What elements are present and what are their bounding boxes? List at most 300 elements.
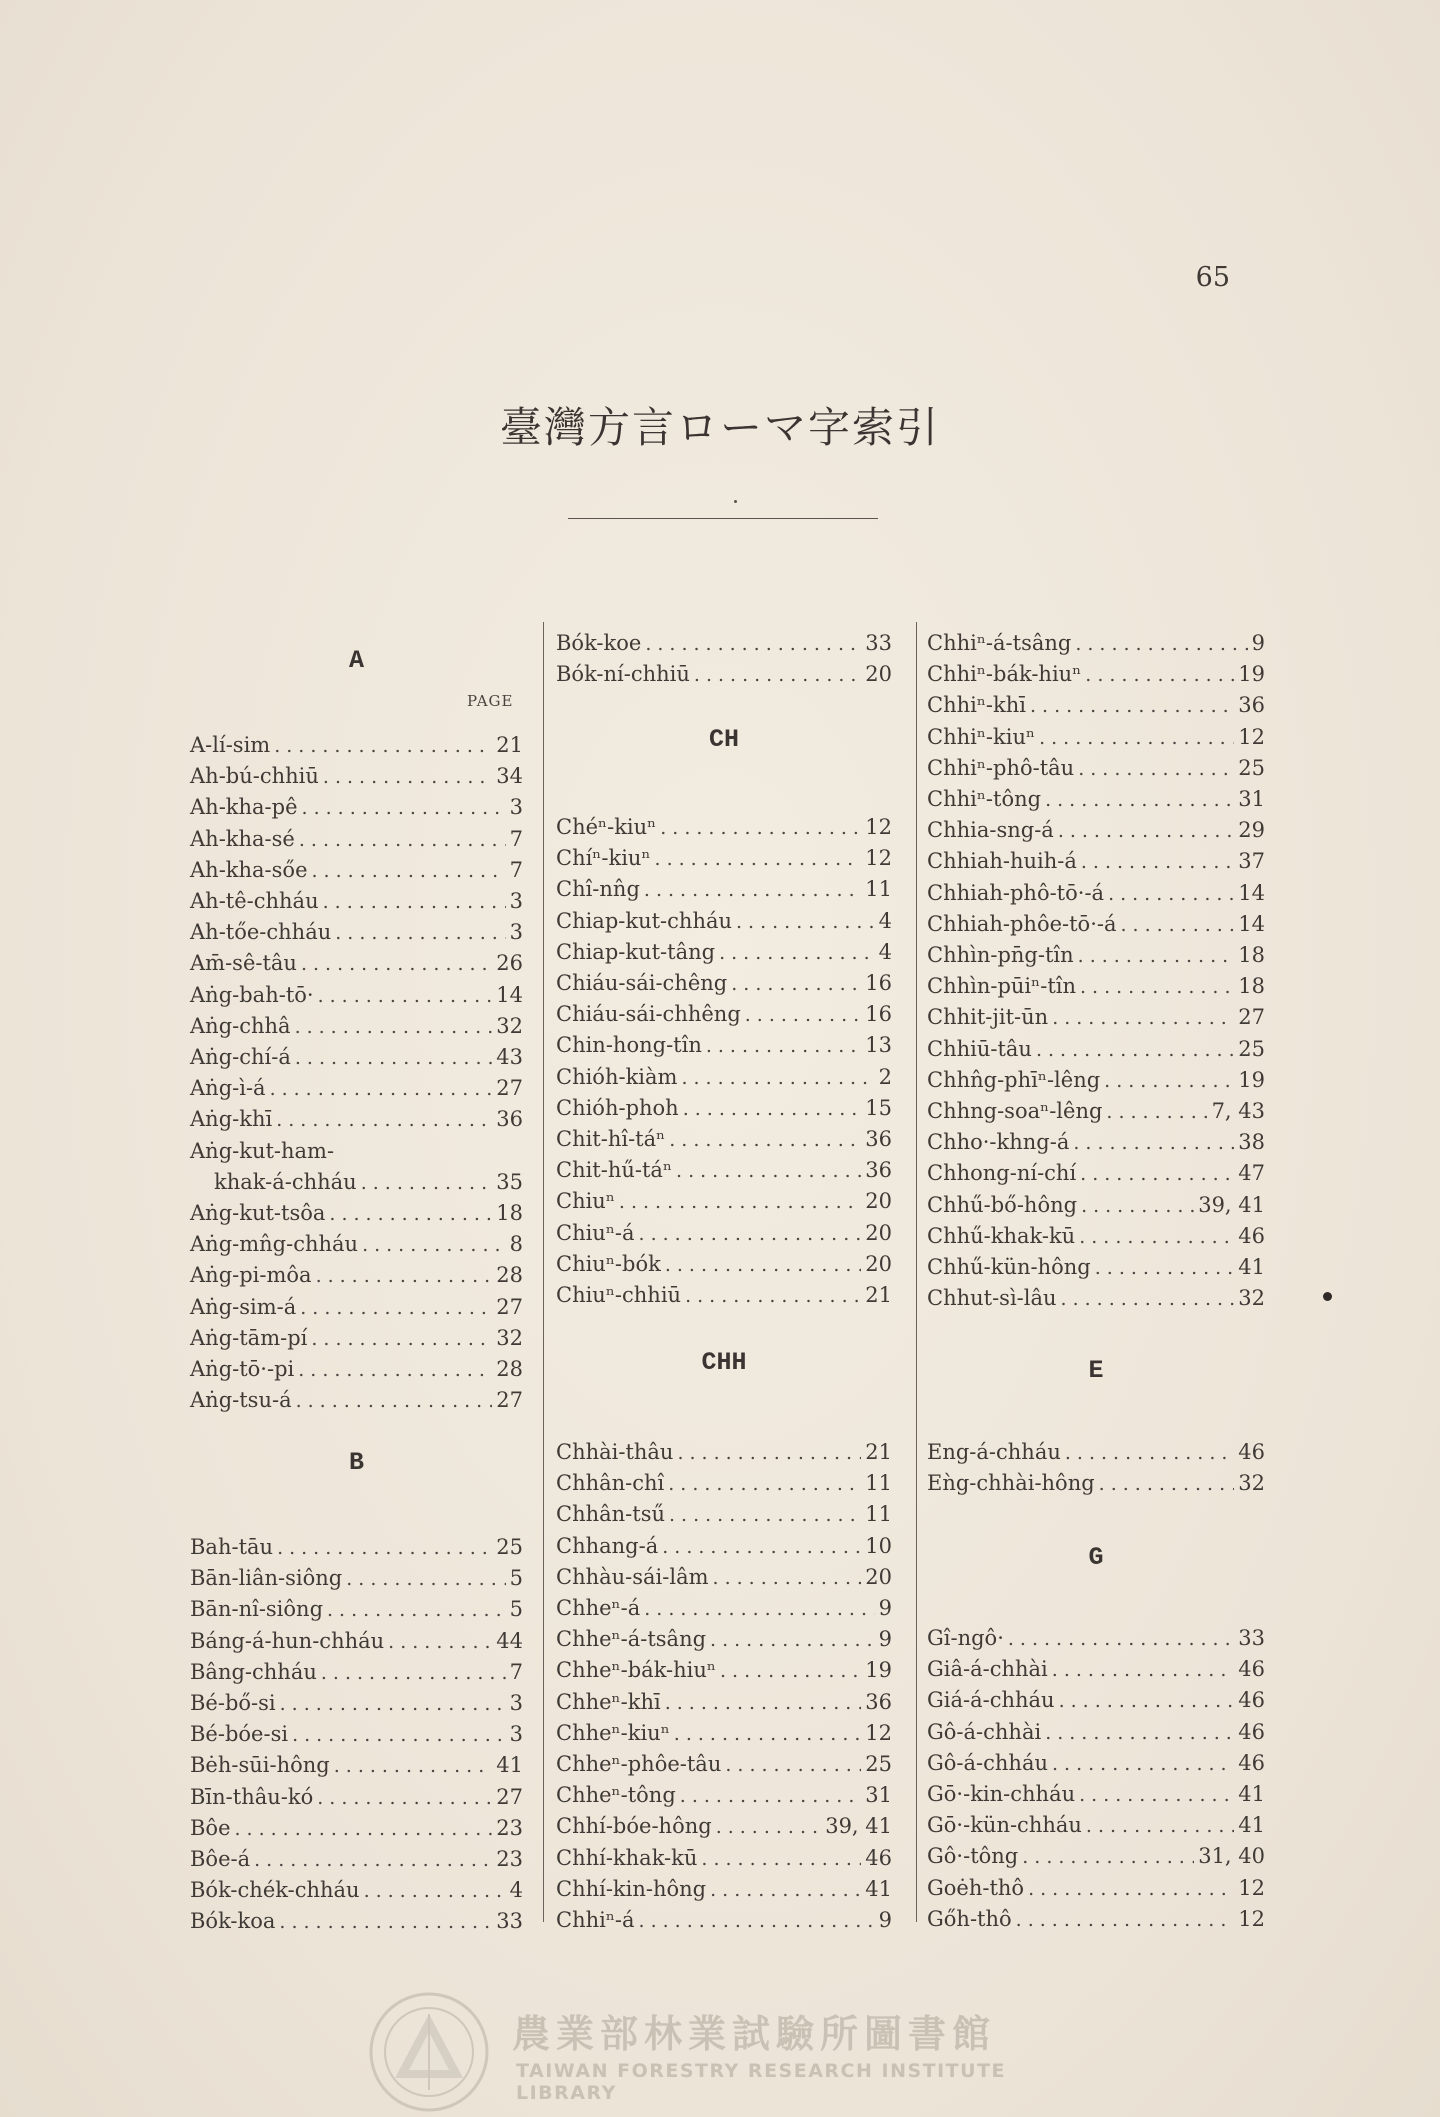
index-term: Aṅg-ì-á: [190, 1076, 266, 1101]
dot-leader: [720, 1660, 861, 1682]
index-term: Chhia-sng-á: [927, 818, 1054, 843]
index-entry: [190, 733, 523, 757]
index-term: Gô-á-chháu: [927, 1750, 1048, 1775]
index-term: Aṅg-tsu-á: [190, 1388, 292, 1413]
index-entry: [190, 1753, 523, 1777]
index-entry: [556, 1565, 892, 1589]
index-page-number: 25: [496, 1535, 523, 1559]
index-entry: [927, 662, 1265, 686]
index-page-number: 33: [1238, 1626, 1265, 1650]
dot-leader: [1081, 1195, 1194, 1217]
index-entry: [556, 1283, 892, 1307]
column-divider-right: [916, 622, 917, 1922]
dot-leader: [1061, 1288, 1235, 1310]
index-term: Chheⁿ-á-tsâng: [556, 1627, 707, 1652]
index-entry: [927, 787, 1265, 811]
index-term: Chhiⁿ-kiuⁿ: [927, 724, 1036, 749]
index-entry: [927, 1099, 1265, 1123]
index-term: khak-á-chháu: [214, 1169, 357, 1194]
index-page-number: 33: [865, 631, 892, 655]
index-entry: [556, 877, 892, 901]
dot-leader: [1045, 789, 1234, 811]
index-page-number: 31: [1238, 787, 1265, 811]
index-term: Gî-ngô·: [927, 1626, 1004, 1650]
dot-leader: [296, 1390, 493, 1412]
dot-leader: [1080, 976, 1234, 998]
index-page-number: 31: [865, 1783, 892, 1808]
index-term: Chho·-khng-á: [927, 1130, 1070, 1155]
section-letter-b: B: [348, 1448, 364, 1477]
dot-leader: [668, 1473, 861, 1495]
dot-leader: [716, 1816, 822, 1838]
title-dot: [734, 500, 737, 503]
index-entry: [556, 1814, 892, 1838]
index-entry: [927, 725, 1265, 749]
dot-leader: [346, 1568, 505, 1590]
section-letter-g: G: [1088, 1543, 1104, 1572]
index-entry: [556, 1252, 892, 1276]
index-page-number: 25: [1238, 755, 1265, 780]
index-entry: [927, 849, 1265, 873]
dot-leader: [254, 1849, 492, 1871]
index-term: Chheⁿ-tông: [556, 1783, 676, 1808]
dot-leader: [736, 911, 875, 933]
dot-leader: [665, 1692, 862, 1714]
index-page-number: 28: [496, 1357, 523, 1381]
index-entry: [556, 1627, 892, 1651]
dot-leader: [676, 1160, 861, 1182]
index-page-number: 5: [509, 1566, 523, 1591]
index-term: Chhiū-tâu: [927, 1036, 1032, 1061]
dot-leader: [1016, 1909, 1235, 1931]
index-entry: [190, 1076, 523, 1100]
index-entry: [190, 795, 523, 819]
index-page-number: 36: [865, 1158, 892, 1183]
index-entry: [927, 881, 1265, 905]
index-term: Chit-hî-táⁿ: [556, 1127, 666, 1151]
index-term: Bah-tāu: [190, 1535, 274, 1559]
index-page-number: 12: [865, 815, 892, 839]
dot-leader: [316, 1265, 493, 1287]
dot-leader: [619, 1191, 861, 1213]
index-term: Chhiⁿ-tông: [927, 787, 1042, 811]
index-page-number: 27: [496, 1784, 523, 1809]
index-page-number: 19: [1238, 662, 1265, 687]
dot-leader: [1008, 1628, 1234, 1650]
dot-leader: [362, 1234, 506, 1256]
index-page-number: 33: [496, 1909, 523, 1934]
dot-leader: [1036, 1039, 1234, 1061]
dot-leader: [335, 922, 505, 944]
dot-leader: [276, 1109, 492, 1131]
index-page-number: 23: [496, 1847, 523, 1871]
index-page-number: 36: [865, 1689, 892, 1714]
dot-leader: [1078, 945, 1235, 967]
index-page-number: 2: [878, 1064, 892, 1089]
index-term: Chin-hong-tîn: [556, 1033, 702, 1058]
index-page-number: 38: [1238, 1130, 1265, 1155]
dot-leader: [321, 1662, 506, 1684]
index-term: Bān-liân-siông: [190, 1566, 343, 1591]
index-term: Gô-á-chhài: [927, 1719, 1042, 1744]
index-page-number: 16: [865, 971, 892, 995]
index-page-number: 12: [865, 1720, 892, 1745]
dot-leader: [1059, 1690, 1235, 1712]
index-page-number: 3: [509, 920, 523, 945]
index-page-number: 3: [509, 889, 523, 913]
dot-leader: [639, 1223, 862, 1245]
dot-leader: [323, 891, 506, 913]
index-page-number: 9: [1251, 631, 1265, 655]
section-letter-chh: CHH: [701, 1348, 747, 1377]
index-entry: [190, 1847, 523, 1871]
index-entry: [556, 1002, 892, 1026]
dot-leader: [279, 1911, 492, 1933]
index-entry: [927, 818, 1265, 842]
index-entry: [190, 951, 523, 975]
index-entry: [556, 1877, 892, 1901]
index-page-number: 31, 40: [1198, 1844, 1265, 1869]
index-page-number: 46: [1238, 1750, 1265, 1775]
index-term: Chheⁿ-phôe-tâu: [556, 1752, 722, 1776]
index-page-number: 4: [878, 939, 892, 964]
index-page-number: 14: [1238, 911, 1265, 936]
index-term: A-lí-sim: [190, 733, 271, 757]
dot-leader: [731, 973, 861, 995]
index-entry: [556, 1158, 892, 1182]
index-term: Bé-bóe-si: [190, 1722, 289, 1747]
index-entry: [190, 1357, 523, 1381]
dot-leader: [1099, 1473, 1235, 1495]
index-entry: [556, 971, 892, 995]
index-entry: [556, 909, 892, 933]
index-term: Chiuⁿ: [556, 1189, 615, 1214]
index-term: Chheⁿ-kiuⁿ: [556, 1720, 670, 1745]
dot-leader: [235, 1818, 493, 1840]
dot-leader: [323, 766, 492, 788]
index-page-number: 44: [496, 1628, 523, 1653]
dot-leader: [327, 1599, 506, 1621]
index-entry: [556, 631, 892, 655]
index-entry: [927, 631, 1265, 655]
index-page-number: 3: [509, 795, 523, 820]
index-entry: [190, 1785, 523, 1809]
dot-leader: [300, 1297, 492, 1319]
index-entry: [190, 1295, 523, 1319]
index-term: Chhit-jit-ūn: [927, 1005, 1049, 1030]
dot-leader: [701, 1848, 861, 1870]
index-page-number: 32: [496, 1013, 523, 1038]
dot-leader: [298, 1359, 492, 1381]
index-page-number: 41: [865, 1876, 892, 1901]
dot-leader: [280, 1693, 506, 1715]
index-page-number: 27: [496, 1388, 523, 1413]
dot-leader: [710, 1629, 875, 1651]
index-term: Chhài-thâu: [556, 1440, 674, 1464]
index-entry: [190, 1388, 523, 1412]
index-term: Aṅg-tō·-pi: [190, 1357, 295, 1381]
index-term: Chheⁿ-khī: [556, 1689, 661, 1714]
index-term: Bān-nî-siông: [190, 1597, 324, 1622]
index-page-number: 9: [878, 1596, 892, 1620]
dot-leader: [1045, 1722, 1234, 1744]
index-entry: [556, 1596, 892, 1620]
index-page-number: 4: [509, 1878, 523, 1903]
dot-leader: [669, 1129, 861, 1151]
dot-leader: [1052, 1007, 1234, 1029]
index-entry: [556, 1221, 892, 1245]
index-page-number: 46: [1238, 1223, 1265, 1248]
dot-leader: [1086, 1815, 1234, 1837]
library-seal-icon: [367, 1990, 492, 2115]
index-page-number: 7, 43: [1211, 1099, 1265, 1123]
index-term: Chiuⁿ-á: [556, 1220, 635, 1245]
index-term: Chhiah-phô-tō·-á: [927, 880, 1105, 905]
index-term: Chheⁿ-á: [556, 1596, 641, 1620]
index-page-number: 27: [496, 1294, 523, 1319]
index-entry: [190, 858, 523, 882]
index-term: Chhiah-phôe-tō·-á: [927, 911, 1117, 936]
index-page-number: 47: [1238, 1161, 1265, 1186]
section-letter-ch: CH: [708, 725, 739, 754]
dot-leader: [1108, 883, 1234, 905]
index-entry: [556, 1534, 892, 1558]
index-term: Chhiⁿ-bák-hiuⁿ: [927, 662, 1082, 687]
index-entry: [190, 1139, 523, 1163]
dot-leader: [725, 1754, 861, 1776]
index-entry: [927, 1688, 1265, 1712]
index-entry: [190, 1263, 523, 1287]
index-entry: [190, 1566, 523, 1590]
page-column-label: PAGE: [467, 692, 514, 710]
index-entry: [556, 662, 892, 686]
dot-leader: [685, 1285, 861, 1307]
index-page-number: 32: [496, 1325, 523, 1350]
dot-leader: [1106, 1101, 1207, 1123]
index-page-number: 32: [1238, 1471, 1265, 1496]
index-page-number: 21: [865, 1283, 892, 1307]
index-term: Aṅg-sim-á: [190, 1294, 297, 1319]
index-entry: [556, 815, 892, 839]
index-term: Bók-koe: [556, 631, 642, 655]
index-page-number: 34: [496, 764, 523, 789]
index-entry: [927, 1440, 1265, 1464]
index-term: Bīn-thâu-kó: [190, 1784, 314, 1809]
index-term: Aṅg-kut-ham-: [190, 1138, 335, 1163]
index-entry: [927, 912, 1265, 936]
index-term: Gō·-kün-chháu: [927, 1813, 1082, 1838]
index-entry: [190, 1014, 523, 1038]
index-page-number: 18: [1238, 974, 1265, 999]
index-term: Aṅg-pi-môa: [190, 1263, 312, 1288]
index-entry: [927, 1037, 1265, 1061]
index-term: Am̄-sê-tâu: [190, 951, 297, 976]
index-entry: [190, 1535, 523, 1559]
dot-leader: [1081, 851, 1234, 873]
index-page-number: 23: [496, 1815, 523, 1840]
dot-leader: [1030, 695, 1234, 717]
index-term: Chhng-soaⁿ-lêng: [927, 1099, 1103, 1123]
column-divider-left: [543, 622, 544, 1922]
index-entry: [190, 1660, 523, 1684]
dot-leader: [312, 860, 506, 882]
index-term: Chhân-tsű: [556, 1502, 665, 1527]
index-entry: [190, 1878, 523, 1902]
index-page-number: 7: [509, 826, 523, 851]
index-entry: [556, 1908, 892, 1932]
index-term: Chhàu-sái-lâm: [556, 1564, 709, 1589]
index-entry: [927, 943, 1265, 967]
index-term: Bâng-chháu: [190, 1659, 317, 1684]
index-term: Bôe-á: [190, 1847, 251, 1871]
dot-leader: [674, 1723, 861, 1745]
index-term: Ah-kha-sé: [190, 826, 295, 851]
dot-leader: [292, 1724, 506, 1746]
index-page-number: 14: [496, 982, 523, 1007]
dot-leader: [680, 1785, 861, 1807]
index-page-number: 36: [496, 1107, 523, 1132]
index-term: Chiap-kut-tâng: [556, 939, 716, 964]
dot-leader: [1065, 1442, 1234, 1464]
index-page-number: 25: [1238, 1036, 1265, 1061]
index-entry: [190, 827, 523, 851]
index-page-number: 36: [865, 1127, 892, 1151]
index-entry: [927, 1813, 1265, 1837]
index-page-number: 11: [865, 877, 892, 902]
dot-leader: [1028, 1878, 1234, 1900]
index-term: Bók-chék-chháu: [190, 1878, 360, 1903]
index-page-number: 46: [1238, 1688, 1265, 1713]
index-term: Ah-bú-chhiū: [190, 764, 319, 789]
dot-leader: [1073, 1132, 1234, 1154]
index-term: Gō·-kin-chháu: [927, 1782, 1076, 1806]
index-page-number: 18: [496, 1201, 523, 1225]
index-term: Bók-ní-chhiū: [556, 662, 690, 687]
index-entry: [556, 1690, 892, 1714]
index-term: Aṅg-mn̂g-chháu: [190, 1232, 359, 1257]
section-letter-a: A: [348, 646, 364, 675]
dot-leader: [318, 985, 493, 1007]
index-page-number: 28: [496, 1263, 523, 1288]
index-term: Chhiⁿ-á: [556, 1908, 635, 1932]
dot-leader: [694, 664, 861, 686]
index-page-number: 11: [865, 1471, 892, 1496]
index-term: Eǹg-chhài-hông: [927, 1471, 1095, 1496]
index-entry: [190, 920, 523, 944]
index-term: Chhiⁿ-khī: [927, 693, 1026, 718]
index-entry: [190, 1201, 523, 1225]
index-page-number: 20: [865, 1220, 892, 1245]
index-entry: [927, 1751, 1265, 1775]
index-term: Chíⁿ-kiuⁿ: [556, 846, 651, 871]
index-entry: [927, 1224, 1265, 1248]
index-page-number: 41: [1238, 1813, 1265, 1838]
index-term: Chhiⁿ-phô-tâu: [927, 755, 1075, 780]
dot-leader: [1058, 820, 1234, 842]
dot-leader: [361, 1172, 493, 1194]
index-page-number: 15: [865, 1095, 892, 1120]
index-term: Bėh-sūi-hông: [190, 1753, 330, 1778]
dot-leader: [669, 1504, 861, 1526]
index-page-number: 11: [865, 1502, 892, 1527]
index-entry: [190, 1816, 523, 1840]
dot-leader: [683, 1098, 862, 1120]
index-page-number: 13: [865, 1033, 892, 1058]
index-term: Chhân-chî: [556, 1471, 665, 1496]
index-page-number: 14: [1238, 880, 1265, 905]
index-entry: [927, 1130, 1265, 1154]
index-page-number: 3: [509, 1722, 523, 1747]
index-entry: [190, 1629, 523, 1653]
index-entry: [927, 693, 1265, 717]
section-letter-e: E: [1088, 1356, 1104, 1385]
index-entry: [927, 1876, 1265, 1900]
index-page-number: 29: [1238, 818, 1265, 843]
index-page-number: 12: [1238, 724, 1265, 749]
index-term: Chhí-kin-hông: [556, 1876, 707, 1901]
index-term: Chhut-sì-lâu: [927, 1286, 1057, 1311]
index-term: Aṅg-tām-pí: [190, 1325, 308, 1350]
page-title: 臺灣方言ローマ字索引: [499, 403, 940, 452]
dot-leader: [655, 848, 862, 870]
dot-leader: [677, 1442, 861, 1464]
dot-leader: [334, 1755, 493, 1777]
index-term: Chhn̂g-phīⁿ-lêng: [927, 1067, 1101, 1092]
index-term: Bé-bő-si: [190, 1691, 276, 1715]
index-entry: [927, 1720, 1265, 1744]
index-entry: [927, 1193, 1265, 1217]
index-entry: [556, 940, 892, 964]
index-entry: [927, 1255, 1265, 1279]
dot-leader: [644, 879, 861, 901]
dot-leader: [295, 1016, 493, 1038]
index-page-number: 9: [878, 1908, 892, 1932]
index-entry: [190, 1909, 523, 1933]
index-term: Chhìn-pn̄g-tîn: [927, 943, 1074, 967]
index-term: Chhong-ní-chí: [927, 1161, 1077, 1186]
dot-leader: [329, 1203, 492, 1225]
index-entry: [556, 1033, 892, 1057]
index-page-number: 37: [1238, 849, 1265, 874]
index-page-number: 21: [496, 733, 523, 757]
index-term: Chhű-khak-kū: [927, 1223, 1076, 1248]
index-term: Báng-á-hun-chháu: [190, 1628, 385, 1653]
index-term: Chiáu-sái-chhêng: [556, 1002, 741, 1027]
index-page-number: 20: [865, 662, 892, 687]
dot-leader: [388, 1631, 492, 1653]
index-page-number: 41: [496, 1753, 523, 1778]
title-rule: [568, 518, 878, 519]
index-page-number: 39, 41: [825, 1814, 892, 1839]
index-entry: [927, 1005, 1265, 1029]
index-term: Bôe: [190, 1815, 231, 1840]
index-term: Chhű-bő-hông: [927, 1192, 1078, 1217]
index-page-number: 19: [865, 1658, 892, 1683]
index-page-number: 7: [509, 857, 523, 882]
index-page-number: 12: [1238, 1906, 1265, 1931]
index-page-number: 41: [1238, 1782, 1265, 1806]
dot-leader: [301, 953, 492, 975]
index-term: Chiuⁿ-chhiū: [556, 1283, 682, 1307]
dot-leader: [710, 1879, 861, 1901]
dot-leader: [1052, 1753, 1234, 1775]
index-entry: [927, 1657, 1265, 1681]
dot-leader: [277, 1537, 492, 1559]
dot-leader: [662, 1536, 861, 1558]
index-entry: [556, 1096, 892, 1120]
index-page-number: 4: [878, 908, 892, 933]
index-page-number: 20: [865, 1189, 892, 1214]
